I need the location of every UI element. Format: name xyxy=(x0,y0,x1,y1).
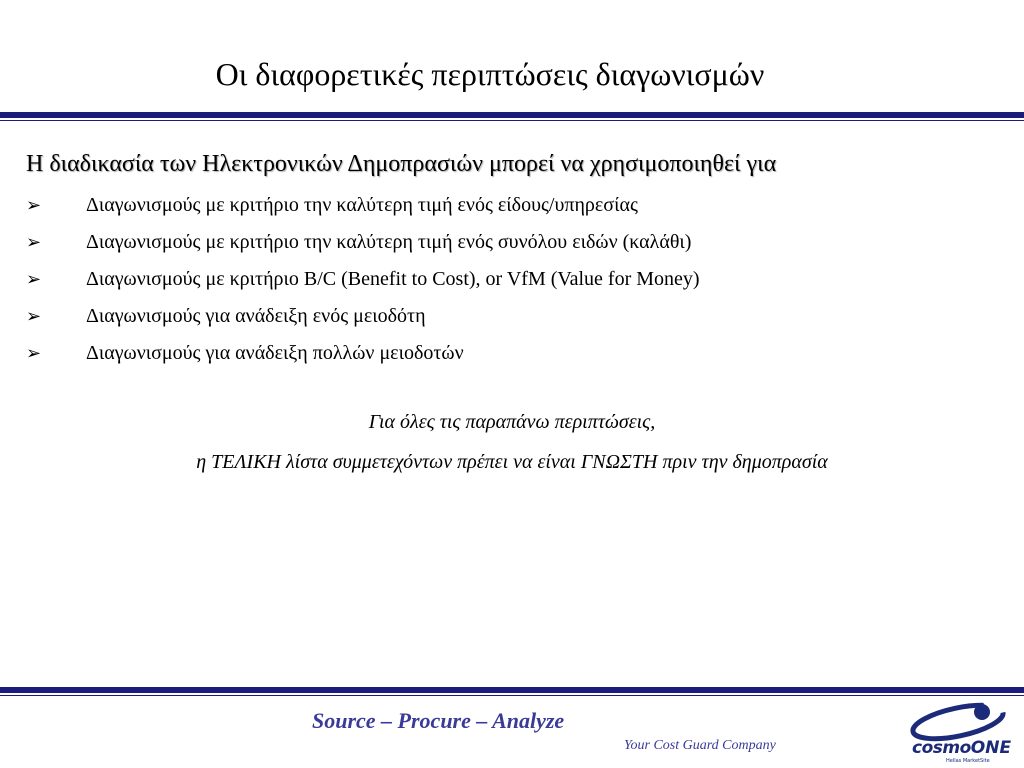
note-line-2: η ΤΕΛΙΚΗ λίστα συμμετεχόντων πρέπει να είναι ΓΝΩΣΤΗ πριν την δημοπρασία xyxy=(196,451,828,473)
note-line-1: Για όλες τις παραπάνω περιπτώσεις, xyxy=(368,411,656,433)
top-divider-thin xyxy=(0,120,1024,121)
top-divider xyxy=(0,112,1024,118)
logo-wordmark xyxy=(912,738,1011,758)
logo-name-part-1: cosmo xyxy=(912,738,971,758)
footer-slogan: Your Cost Guard Company xyxy=(624,738,776,753)
slide-title: Οι διαφορετικές περιπτώσεις διαγωνισμών xyxy=(215,56,765,92)
bullet-text: Διαγωνισμούς με κριτήριο την καλύτερη τιμή ενός συνόλου ειδών (καλάθι) xyxy=(86,231,692,253)
list-item xyxy=(26,335,700,372)
list-item xyxy=(26,261,700,298)
bullet-list xyxy=(26,187,700,372)
bullet-text: Διαγωνισμούς για ανάδειξη ενός μειοδότη xyxy=(86,305,426,327)
intro-text: Η διαδικασία των Ηλεκτρονικών Δημοπρασιών μπορεί να χρησιμοποιηθεί για xyxy=(26,151,777,177)
cosmoone-logo xyxy=(906,700,1018,764)
arrow-bullet-icon: ➢ xyxy=(26,306,42,327)
bullet-text: Διαγωνισμούς με κριτήριο B/C (Benefit to Cost), or VfM (Value for Money) xyxy=(86,268,700,290)
logo-subtitle: Hellas MarketSite xyxy=(946,758,990,764)
arrow-bullet-icon: ➢ xyxy=(26,269,42,290)
bottom-divider-thin xyxy=(0,695,1024,696)
arrow-bullet-icon: ➢ xyxy=(26,195,42,216)
footer-tagline: Source – Procure – Analyze xyxy=(312,708,565,733)
arrow-bullet-icon: ➢ xyxy=(26,343,42,364)
list-item xyxy=(26,298,700,335)
bullet-text: Διαγωνισμούς για ανάδειξη πολλών μειοδοτών xyxy=(86,342,464,364)
bullet-text: Διαγωνισμούς με κριτήριο την καλύτερη τιμή ενός είδους/υπηρεσίας xyxy=(86,194,638,216)
logo-name-part-2: ONE xyxy=(970,738,1012,758)
list-item xyxy=(26,224,700,261)
list-item xyxy=(26,187,700,224)
bottom-divider xyxy=(0,687,1024,693)
arrow-bullet-icon: ➢ xyxy=(26,232,42,253)
